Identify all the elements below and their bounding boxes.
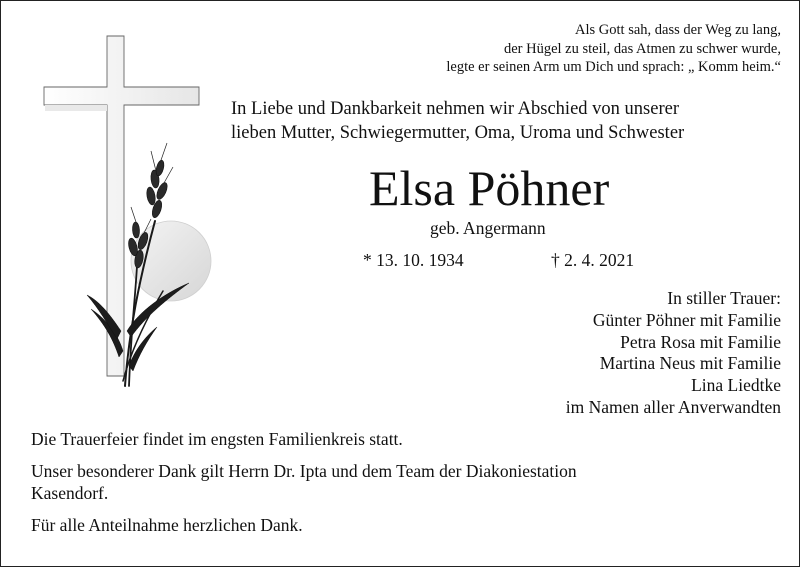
mourner-name: Lina Liedtke — [691, 375, 781, 396]
mourners-list — [566, 288, 781, 419]
death-date: † 2. 4. 2021 — [551, 250, 635, 270]
mourner-name: Martina Neus mit Familie — [599, 353, 781, 374]
intro-line: In Liebe und Dankbarkeit nehmen wir Abschied von unserer — [231, 99, 679, 119]
poem-line: der Hügel zu steil, das Atmen zu schwer wurde, — [503, 40, 781, 57]
poem-line: legte er seinen Arm um Dich und sprach: „ Komm heim.“ — [446, 59, 781, 75]
service-note: Die Trauerfeier findet im engsten Familienkreis statt. — [31, 429, 403, 449]
poem-line: Als Gott sah, dass der Weg zu lang, — [575, 22, 781, 38]
mourner-name: Günter Pöhner mit Familie — [592, 309, 781, 330]
farewell-intro — [231, 97, 684, 145]
closing-note: Für alle Anteilnahme herzlichen Dank. — [31, 514, 303, 535]
thanks-line: Kasendorf. — [31, 482, 109, 503]
maiden-name: geb. Angermann — [430, 218, 546, 238]
deceased-name: Elsa Pöhner — [369, 160, 610, 216]
mourner-name: Petra Rosa mit Familie — [620, 331, 781, 352]
cross-with-wheat-icon — [39, 31, 219, 401]
intro-line: lieben Mutter, Schwiegermutter, Oma, Uroma und Schwester — [231, 123, 685, 143]
thanks-note — [31, 461, 771, 504]
mourners-heading: In stiller Trauer: — [667, 288, 781, 308]
mourner-name: im Namen aller Anverwandten — [565, 396, 781, 417]
birth-date: * 13. 10. 1934 — [363, 250, 464, 270]
footer-notes — [31, 429, 771, 547]
thanks-line: Unser besonderer Dank gilt Herrn Dr. Ipta und dem Team der Diakoniestation — [31, 461, 577, 481]
poem-verse — [446, 21, 781, 77]
